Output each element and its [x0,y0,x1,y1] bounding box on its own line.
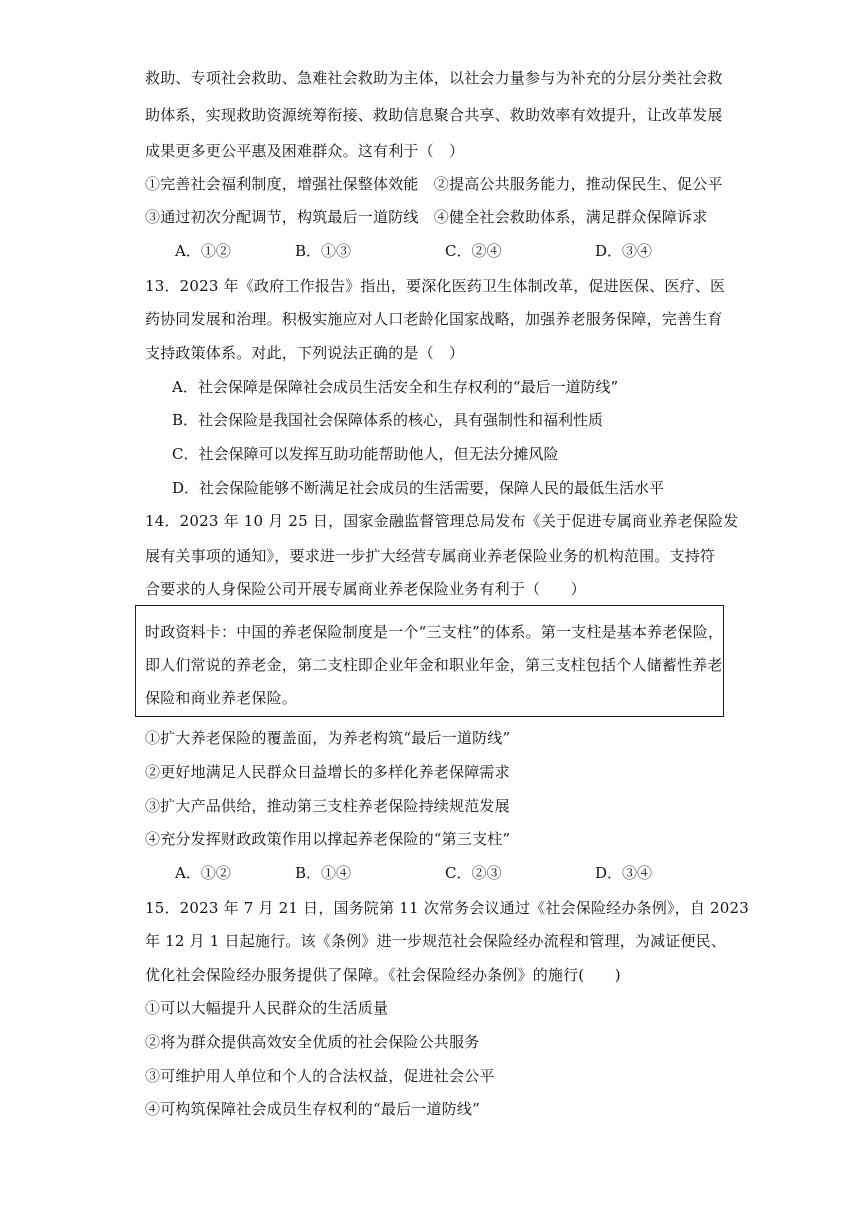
q15-statement: ②将为群众提供高效安全优质的社会保险公共服务 [145,1033,480,1051]
card-line: 时政资料卡：中国的养老保险制度是一个“三支柱”的体系。第一支柱是基本养老保险， [145,623,724,641]
q12-option-c: C．②④ [445,242,502,260]
card-line: 保险和商业养老保险。 [145,689,298,707]
q15-stem-line: 优化社会保险经办服务提供了保障。《社会保险经办条例》的施行( ) [145,966,621,984]
q15-statement: ④可构筑保障社会成员生存权利的“最后一道防线” [145,1100,480,1118]
q12-option-d: D．③④ [595,242,653,260]
q13-option-a: A．社会保障是保障社会成员生活安全和生存权利的“最后一道防线” [172,378,619,396]
q12-option-b: B．①③ [295,242,352,260]
q12-statement-line: ①完善社会福利制度，增强社保整体效能 ②提高公共服务能力，推动保民生、促公平 [145,175,723,193]
q13-option-d: D．社会保险能够不断满足社会成员的生活需要，保障人民的最低生活水平 [172,479,665,497]
q13-stem-line: 药协同发展和治理。积极实施应对人口老龄化国家战略，加强养老服务保障，完善生育 [145,310,723,328]
card-line: 即人们常说的养老金，第二支柱即企业年金和职业年金，第三支柱包括个人储蓄性养老 [145,656,723,674]
q14-option-a: A．①② [175,864,231,882]
q14-statement: ③扩大产品供给，推动第三支柱养老保险持续规范发展 [145,797,510,815]
q13-stem-line: 支持政策体系。对此，下列说法正确的是（ ） [145,344,465,362]
q14-statement: ①扩大养老保险的覆盖面，为养老构筑“最后一道防线” [145,729,511,747]
q13-option-b: B．社会保险是我国社会保障体系的核心，具有强制性和福利性质 [172,411,604,429]
q14-option-c: C．②③ [445,864,502,882]
q13-option-c: C．社会保障可以发挥互助功能帮助他人，但无法分摊风险 [172,445,559,463]
q15-stem-line: 15．2023 年 7 月 21 日，国务院第 11 次常务会议通过《社会保险经办条例》，自 2023 [145,899,749,917]
q12-option-a: A．①② [175,242,231,260]
q13-stem-line: 13．2023 年《政府工作报告》指出，要深化医药卫生体制改革，促进医保、医疗、医 [145,277,726,295]
q12-stem-line: 救助、专项社会救助、急难社会救助为主体，以社会力量参与为补充的分层分类社会救 [145,69,723,87]
q14-statement: ④充分发挥财政政策作用以撑起养老保险的“第三支柱” [145,830,511,848]
q14-option-d: D．③④ [595,864,653,882]
q15-stem-line: 年 12 月 1 日起施行。该《条例》进一步规范社会保险经办流程和管理，为减证便民、 [145,932,727,950]
q12-stem-line: 成果更多更公平惠及困难群众。这有利于（ ） [145,142,465,160]
q15-statement: ③可维护用人单位和个人的合法权益，促进社会公平 [145,1067,495,1085]
q12-stem-line: 助体系，实现救助资源统筹衔接、救助信息聚合共享、救助效率有效提升，让改革发展 [145,106,723,124]
q12-statement-line: ③通过初次分配调节，构筑最后一道防线 ④健全社会救助体系，满足群众保障诉求 [145,208,708,226]
q14-stem-line: 14．2023 年 10 月 25 日，国家金融监督管理总局发布《关于促进专属商业养老保险发 [145,512,739,530]
q14-option-b: B．①④ [295,864,352,882]
q14-stem-line: 展有关事项的通知》，要求进一步扩大经营专属商业养老保险业务的机构范围。支持符 [145,547,716,565]
q14-stem-line: 合要求的人身保险公司开展专属商业养老保险业务有利于（ ） [145,580,586,598]
q14-statement: ②更好地满足人民群众日益增长的多样化养老保障需求 [145,763,510,781]
q15-statement: ①可以大幅提升人民群众的生活质量 [145,999,389,1017]
